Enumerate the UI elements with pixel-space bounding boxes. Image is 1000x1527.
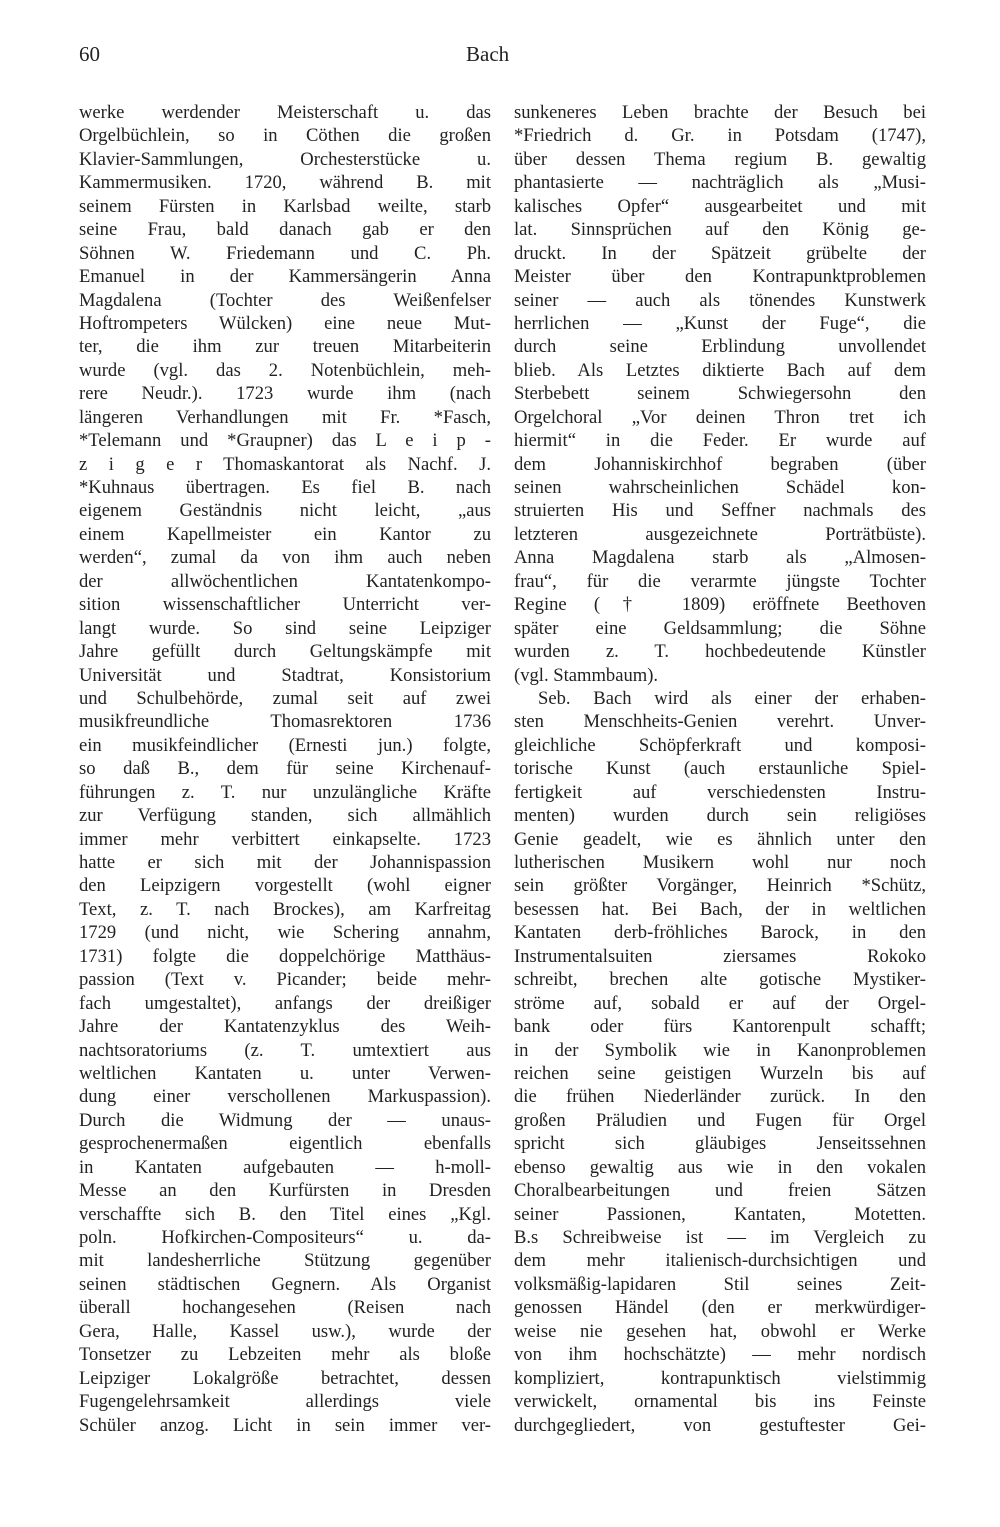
text-line: dem Johanniskirchhof begraben (über (514, 453, 926, 475)
text-line: z i g e r Thomaskantorat als Nachf. J. (79, 453, 491, 475)
text-line: Schüler anzog. Licht in sein immer ver- (79, 1414, 491, 1436)
text-line: Text, z. T. nach Brockes), am Karfreitag (79, 898, 491, 920)
text-line: Gera, Halle, Kassel usw.), wurde der (79, 1320, 491, 1342)
text-line: torische Kunst (auch erstaunliche Spiel- (514, 758, 926, 780)
text-line: gesprochenermaßen eigentlich ebenfalls (79, 1133, 491, 1155)
text-line: *Friedrich d. Gr. in Potsdam (1747), (514, 125, 926, 147)
text-line: schreibt, brechen alte gotische Mystiker- (514, 969, 926, 991)
text-line: Genie geadelt, wie es ähnlich unter den (514, 828, 926, 850)
text-line: Universität und Stadtrat, Konsistorium (79, 664, 491, 686)
text-line: werden“, zumal da von ihm auch neben (79, 547, 491, 569)
text-line: eigenem Geständnis nicht leicht, „aus (79, 500, 491, 522)
text-line: hiermit“ in die Feder. Er wurde auf (514, 430, 926, 452)
text-line: spricht sich gläubiges Jenseitssehnen (514, 1133, 926, 1155)
page-number: 60 (79, 42, 100, 66)
running-head: Bach (466, 42, 510, 66)
text-line: Meister über den Kontrapunktproblemen (514, 266, 926, 288)
text-line: Söhnen W. Friedemann und C. Ph. (79, 242, 491, 264)
text-line: die frühen Niederländer zurück. In den (514, 1086, 926, 1108)
text-line: seinem Fürsten in Karlsbad weilte, starb (79, 195, 491, 217)
text-line: Kantaten derb-fröhliches Barock, in den (514, 922, 926, 944)
text-line: kompliziert, kontrapunktisch vielstimmig (514, 1367, 926, 1389)
text-line: ströme auf, sobald er auf der Orgel- (514, 992, 926, 1014)
text-line: *Kuhnaus übertragen. Es fiel B. nach (79, 477, 491, 498)
text-line: mit landesherrliche Stützung gegenüber (79, 1250, 491, 1272)
text-line: B.s Schreibweise ist — im Vergleich zu (514, 1227, 926, 1248)
text-line: sein größter Vorgänger, Heinrich *Schütz, (514, 875, 926, 897)
text-line: Orgelchoral „Vor deinen Thron tret ich (514, 406, 926, 428)
text-line: ein musikfeindlicher (Ernesti jun.) folgte, (79, 734, 491, 756)
text-line: später eine Geldsammlung; die Söhne (514, 617, 926, 639)
text-line: seiner — auch als tönendes Kunstwerk (514, 289, 926, 311)
text-line: seine Frau, bald danach gab er den (79, 219, 491, 241)
text-line: über dessen Thema regium B. gewaltig (514, 148, 926, 170)
text-line: fach umgestaltet), anfangs der dreißiger (79, 992, 491, 1014)
text-line: seinen städtischen Gegnern. Als Organist (79, 1273, 491, 1295)
text-line: wurden z. T. hochbedeutende Künstler (514, 641, 926, 663)
text-line: zur Verfügung standen, sich allmählich (79, 805, 491, 827)
text-line: Hoftrompeters Wülcken) eine neue Mut- (79, 312, 491, 334)
text-line: Emanuel in der Kammersängerin Anna (79, 266, 491, 288)
text-line: lutherischen Musikern wohl nur noch (514, 852, 926, 873)
text-line: von ihm hochschätzte) — mehr nordisch (514, 1344, 926, 1366)
text-line: großen Präludien und Fugen für Orgel (514, 1109, 926, 1131)
text-line: verschaffte sich B. den Titel eines „Kgl. (79, 1203, 491, 1225)
text-line: Fugengelehrsamkeit allerdings viele (79, 1391, 491, 1413)
text-line: Anna Magdalena starb als „Almosen- (514, 547, 926, 569)
text-line: Durch die Widmung der — unaus- (79, 1109, 491, 1131)
text-line: in Kantaten aufgebauten — h-moll- (79, 1156, 491, 1178)
text-column-left (79, 101, 491, 1437)
text-line: *Telemann und *Graupner) das L e i p - (79, 430, 491, 452)
text-line: passion (Text v. Picander; beide mehr- (79, 969, 491, 991)
text-line: Seb. Bach wird als einer der erhaben- (538, 687, 926, 709)
text-line: langt wurde. So sind seine Leipziger (79, 617, 491, 639)
text-line: frau“, für die verarmte jüngste Tochter (514, 570, 926, 592)
text-line: Messe an den Kurfürsten in Dresden (79, 1180, 491, 1202)
text-line: phantasierte — nachträglich als „Musi- (514, 172, 926, 194)
text-line: so daß B., dem für seine Kirchenauf- (79, 758, 491, 780)
text-line: Leipziger Lokalgröße betrachtet, dessen (79, 1367, 491, 1389)
text-line: wurde (vgl. das 2. Notenbüchlein, meh- (79, 359, 491, 381)
text-line: kalisches Opfer“ ausgearbeitet und mit (514, 195, 926, 217)
text-line: werke werdender Meisterschaft u. das (79, 102, 491, 123)
text-line: bank oder fürs Kantorenpult schafft; (514, 1016, 926, 1038)
text-line: druckt. In der Spätzeit grübelte der (514, 242, 926, 264)
text-line: blieb. Als Letztes diktierte Bach auf dem (514, 359, 926, 381)
text-line: und Schulbehörde, zumal seit auf zwei (79, 687, 491, 709)
text-line: weltlichen Kantaten u. unter Verwen- (79, 1062, 491, 1084)
text-line: längeren Verhandlungen mit Fr. *Fasch, (79, 406, 491, 428)
text-line: menten) wurden durch sein religiöses (514, 805, 926, 827)
text-line: führungen z. T. nur unzulängliche Kräfte (79, 781, 491, 803)
text-line: Klavier-Sammlungen, Orchesterstücke u. (79, 148, 491, 170)
text-line: reichen seine geistigen Wurzeln bis auf (514, 1062, 926, 1084)
text-line: letzteren ausgezeichnete Porträtbüste). (514, 523, 926, 545)
text-line: Orgelbüchlein, so in Cöthen die großen (79, 125, 491, 147)
text-line: nachtsoratoriums (z. T. umtextiert aus (79, 1039, 491, 1061)
text-line: weise nie gesehen hat, obwohl er Werke (514, 1320, 926, 1342)
text-line: überall hochangesehen (Reisen nach (79, 1297, 491, 1319)
text-line: ebenso gewaltig aus wie in den vokalen (514, 1156, 926, 1178)
text-line: (vgl. Stammbaum). (514, 664, 659, 686)
text-line: verwickelt, ornamental bis ins Feinste (514, 1391, 926, 1413)
text-line: in der Symbolik wie in Kanonproblemen (514, 1039, 926, 1061)
text-line: durchgegliedert, von gestuftester Gei- (514, 1414, 926, 1436)
text-line: immer mehr verbittert einkapselte. 1723 (79, 828, 491, 850)
text-column-right (514, 101, 926, 1437)
text-line: hatte er sich mit der Johannispassion (79, 852, 491, 873)
text-line: 1729 (und nicht, wie Schering annahm, (79, 922, 491, 944)
text-line: struierten His und Seffner nachmals des (514, 500, 926, 522)
text-line: Magdalena (Tochter des Weißenfelser (79, 289, 491, 311)
text-line: Tonsetzer zu Lebzeiten mehr als bloße (79, 1344, 491, 1366)
text-line: herrlichen — „Kunst der Fuge“, die (514, 312, 926, 334)
text-line: sten Menschheits-Genien verehrt. Unver- (514, 711, 926, 733)
text-line: besessen hat. Bei Bach, der in weltlichen (514, 898, 926, 920)
text-line: ter, die ihm zur treuen Mitarbeiterin (79, 336, 491, 358)
text-line: dem mehr italienisch-durchsichtigen und (514, 1250, 926, 1272)
text-line: seinen wahrscheinlichen Schädel kon- (514, 477, 926, 498)
text-line: Choralbearbeitungen und freien Sätzen (514, 1180, 926, 1202)
text-line: den Leipzigern vorgestellt (wohl eigner (79, 875, 491, 897)
text-line: Regine († 1809) eröffnete Beethoven (514, 594, 926, 616)
text-line: musikfreundliche Thomasrektoren 1736 (79, 711, 491, 733)
text-line: genossen Händel (den er merkwürdiger- (514, 1297, 926, 1319)
text-line: Kammermusiken. 1720, während B. mit (79, 172, 491, 194)
text-line: der allwöchentlichen Kantatenkompo- (79, 570, 491, 592)
text-line: durch seine Erblindung unvollendet (514, 336, 926, 358)
text-line: Jahre gefüllt durch Geltungskämpfe mit (79, 641, 491, 663)
text-line: gleichliche Schöpferkraft und komposi- (514, 734, 926, 756)
text-line: 1731) folgte die doppelchörige Matthäus- (79, 945, 491, 967)
text-line: seiner Passionen, Kantaten, Motetten. (514, 1203, 926, 1225)
text-line: Sterbebett seinem Schwiegersohn den (514, 383, 926, 405)
text-line: Jahre der Kantatenzyklus des Weih- (79, 1016, 491, 1038)
text-line: rere Neudr.). 1723 wurde ihm (nach (79, 383, 491, 405)
text-line: lat. Sinnsprüchen auf den König ge- (514, 219, 926, 241)
text-line: sition wissenschaftlicher Unterricht ver- (79, 594, 491, 616)
text-line: sunkeneres Leben brachte der Besuch bei (514, 102, 926, 123)
text-line: einem Kapellmeister ein Kantor zu (79, 523, 491, 545)
text-line: fertigkeit auf verschiedensten Instru- (514, 781, 926, 803)
text-line: Instrumentalsuiten ziersames Rokoko (514, 945, 926, 967)
text-line: volksmäßig-lapidaren Stil seines Zeit- (514, 1273, 926, 1295)
text-line: poln. Hofkirchen-Compositeurs“ u. da- (79, 1227, 491, 1248)
text-line: dung einer verschollenen Markuspassion). (79, 1086, 491, 1108)
